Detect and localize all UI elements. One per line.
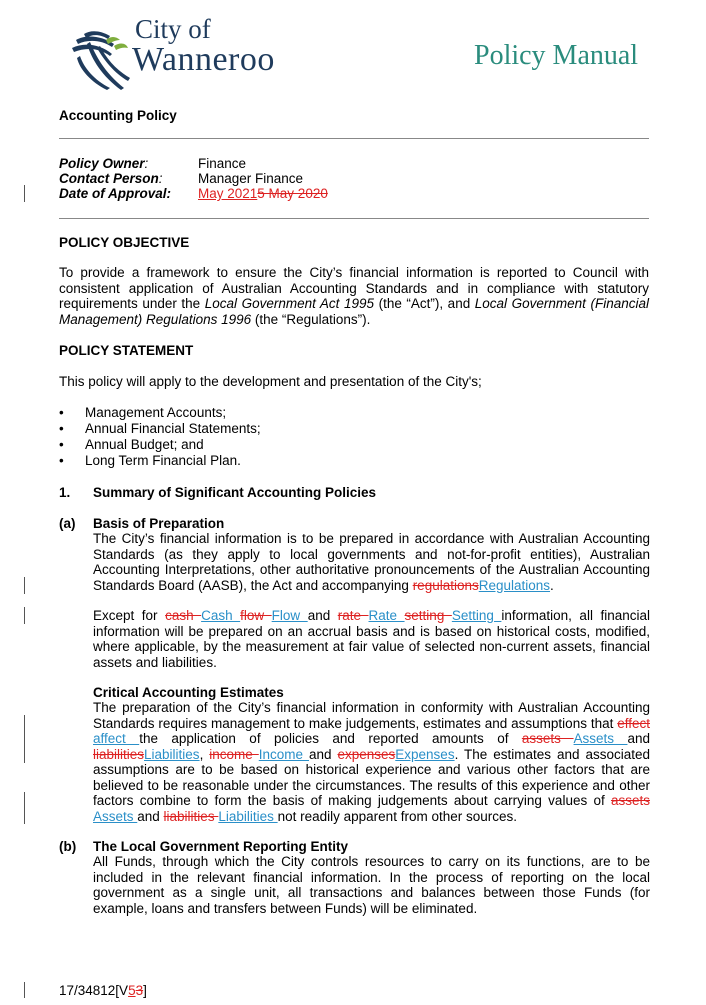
approval-value: May 20215 May 2020 xyxy=(198,186,328,201)
divider xyxy=(59,218,649,219)
approval-label: Date of Approval: xyxy=(59,186,172,201)
logo-line2: Wanneroo xyxy=(132,41,275,78)
subsection-heading: The Local Government Reporting Entity xyxy=(93,839,349,854)
logo-line1: City of xyxy=(135,14,211,44)
statement-heading: POLICY STATEMENT xyxy=(59,343,194,358)
except-paragraph: Except for cash Cash flow Flow and rate Rate setting Setting information, all financial information will be prepared on an accrual basis and is based on historical costs, modified, where applicable, by the measurement at fair value of selected non-current assets, financial assets and liabilities. xyxy=(93,608,650,670)
subsection-label: (a) xyxy=(59,516,76,531)
objective-heading: POLICY OBJECTIVE xyxy=(59,235,190,250)
section-heading: Summary of Significant Accounting Policies xyxy=(93,485,377,500)
cae-paragraph: The preparation of the City’s financial information in conformity with Australian Accounting Standards requires management to make judgements, estimates and assumptions that effect affect the application of policies and reported amounts of assets Assets and liabilitiesLiabilities, income Income and expensesExpenses. The estimates and associated assumptions are to be based on historical experience and various other factors that are believed to be reasonable under the circumstances. The results of this experience and other factors combine to form the basis of making judgements about carrying values of assets Assets and liabilities Liabilities not readily apparent from other sources. xyxy=(93,700,650,824)
change-bar xyxy=(24,577,25,594)
change-bar xyxy=(24,982,25,998)
document-title: Accounting Policy xyxy=(59,108,177,123)
change-bar xyxy=(24,607,25,624)
cae-heading: Critical Accounting Estimates xyxy=(93,685,284,700)
owner-value: Finance xyxy=(198,156,247,171)
manual-title: Policy Manual xyxy=(474,40,639,71)
divider xyxy=(59,138,649,139)
subsection-label: (b) xyxy=(59,839,77,854)
section-number: 1. xyxy=(59,485,71,500)
contact-value: Manager Finance xyxy=(198,171,304,186)
document-reference: 17/34812[V53] xyxy=(59,983,147,998)
objective-text: To provide a framework to ensure the City’s financial information is reported to Council with consistent application of Australian Accounting Standards and in compliance with statutory requirements under the Local Government Act 1995 (the “Act”), and Local Government (Financial Management) Regulations 1996 (the “Regulations”). xyxy=(59,265,649,327)
change-bar xyxy=(24,792,25,824)
owner-label: Policy Owner: xyxy=(59,156,149,171)
change-bar xyxy=(24,185,25,202)
statement-intro: This policy will apply to the development and presentation of the City's; xyxy=(59,374,482,389)
basis-paragraph: The City’s financial information is to be prepared in accordance with Australian Accounting Standards (as they apply to local governments and not-for-profit entities), Australian Accounting Interpretations, other authoritative pronouncements of the Australian Accounting Standards Board (AASB), the Act and accompanying regulationsRegulations. xyxy=(93,531,650,593)
change-bar xyxy=(24,715,25,763)
reporting-entity-paragraph: All Funds, through which the City controls resources to carry on its functions, are to be included in the relevant financial information. In the process of reporting on the local government as a single unit, all transactions and balances between those Funds (for example, loans and transfers between Funds) will be eliminated. xyxy=(93,854,650,916)
contact-label: Contact Person: xyxy=(59,171,163,186)
subsection-heading: Basis of Preparation xyxy=(93,516,225,531)
